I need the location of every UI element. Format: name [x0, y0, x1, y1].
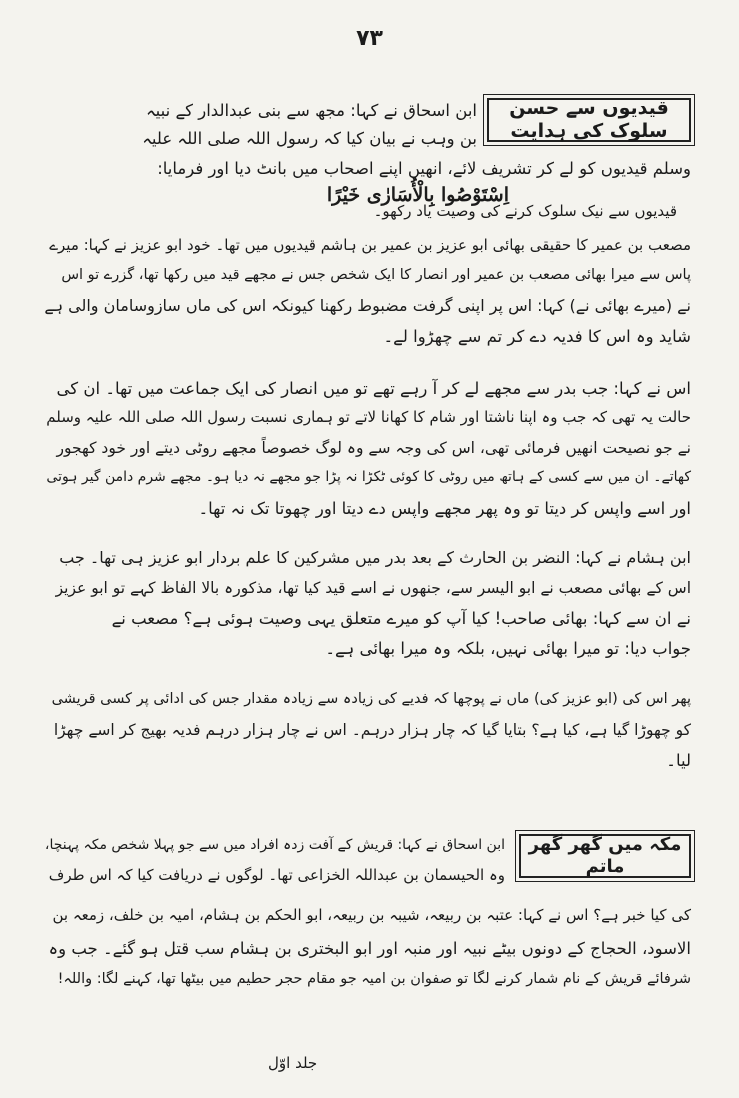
text-line: پھر اس کی (ابو عزیز کی) ماں نے پوچھا کہ فدیے کی زیادہ سے زیادہ مقدار جس کی ادائی پر کسی قریشی [51, 691, 691, 707]
volume-label: جلد اوّل [268, 1054, 318, 1072]
section-heading-captives: قیدیوں سے حسن سلوک کی ہدایت [487, 98, 691, 142]
text-line: ابن اسحاق نے کہا: قریش کے آفت زدہ افراد میں سے جو پہلا شخص مکہ پہنچا، [44, 837, 505, 853]
text-line: شاید وہ اس کا فدیہ دے کر تم سے چھڑوا لے۔ [383, 327, 691, 346]
text-line: اس کے بھائی مصعب نے ابو الیسر سے، جنھوں نے اسے قید کیا تھا، مذکورہ بالا الفاظ کہے تو ابو عزیز [55, 579, 691, 597]
text-line: الاسود، الحجاج کے دونوں بیٹے نبیہ اور منبہ اور ابو البختری بن ہشام سب قتل ہو گئے۔ جب وہ [48, 939, 691, 958]
text-line: ابن ہشام نے کہا: النضر بن الحارث کے بعد بدر میں مشرکین کا علم بردار ابو عزیز ہی تھا۔ جب [59, 548, 691, 567]
text-line: وسلم قیدیوں کو لے کر تشریف لائے، انھیں اپنے اصحاب میں بانٹ دیا اور فرمایا: [157, 159, 691, 178]
text-line: لیا۔ [666, 751, 691, 770]
text-line: وہ الحیسمان بن عبداللہ الخزاعی تھا۔ لوگوں نے دریافت کیا کہ اس طرف [48, 866, 505, 884]
text-line: کی کیا خبر ہے؟ اس نے کہا: عتبہ بن ربیعہ، شیبہ بن ربیعہ، ابو الحکم بن ہشام، امیہ بن خلف، زمعہ بن [52, 906, 691, 924]
text-line: مصعب بن عمیر کا حقیقی بھائی ابو عزیز بن عمیر بن ہاشم قیدیوں میں تھا۔ خود ابو عزیز نے کہا: میرے [49, 236, 691, 254]
text-line: بن وہب نے بیان کیا کہ رسول اللہ صلی اللہ علیہ [142, 129, 477, 148]
text-line: حالت یہ تھی کہ جب وہ اپنا ناشتا اور شام کا کھانا لاتے تو ہماری نسبت رسول اللہ صلی اللہ علیہ وسلم [46, 408, 691, 426]
text-line: اور اسے واپس کر دیتا تو وہ پھر مجھے واپس دے دیتا اور چھوتا تک نہ تھا۔ [198, 499, 691, 518]
text-line: نے (میرے بھائی نے) کہا: اس پر اپنی گرفت مضبوط رکھنا کیونکہ اس کی ماں سازوسامان والی ہے [44, 296, 691, 315]
text-line: کھاتے۔ ان میں سے کسی کے ہاتھ میں روٹی کا کوئی ٹکڑا نہ پڑا جو مجھے نہ دیا ہو۔ مجھے شرم دامن گیر ہوتی [46, 469, 691, 485]
arabic-quote: اِسْتَوْصُوا بِالْأُسَارٰی خَیْرًا [326, 184, 509, 206]
text-line: اس نے کہا: جب بدر سے مجھے لے کر آ رہے تھے تو میں انصار کی ایک جماعت میں تھا۔ ان کی [56, 379, 691, 398]
text-line: نے جو نصیحت انھیں فرمائی تھی، اس کی وجہ سے وہ لوگ خصوصاً مجھے روٹی دیتے اور خود کھجور [56, 439, 691, 457]
text-line: جواب دیا: تو میرا بھائی نہیں، بلکہ وہ میرا بھائی ہے۔ [325, 639, 691, 658]
text-line: کو چھوڑا گیا ہے، کیا ہے؟ بتایا گیا کہ چار ہزار درہم۔ اس نے چار ہزار درہم فدیہ بھیج کر اسے چھڑا [53, 721, 691, 739]
quote-translation: قیدیوں سے نیک سلوک کرنے کی وصیت یاد رکھو۔ [373, 202, 677, 220]
text-line: پاس سے میرا بھائی مصعب بن عمیر اور انصار کا ایک شخص جس نے مجھے قید میں رکھا تھا، گزرے تو اس [61, 267, 691, 283]
section-heading-mourning: مکہ میں گھر گھر ماتم [519, 834, 691, 878]
text-line: شرفائے قریش کے نام شمار کرنے لگا تو صفوان بن امیہ جو مقام حجر حطیم میں بیٹھا تھا، کہنے لگا: واللہ! [57, 971, 691, 987]
page-number: ۷۳ [356, 26, 383, 51]
text-line: نے ان سے کہا: بھائی صاحب! کیا آپ کو میرے متعلق یہی وصیت ہوئی ہے؟ مصعب نے [111, 609, 691, 628]
text-line: ابن اسحاق نے کہا: مجھ سے بنی عبدالدار کے نبیہ [146, 101, 477, 120]
